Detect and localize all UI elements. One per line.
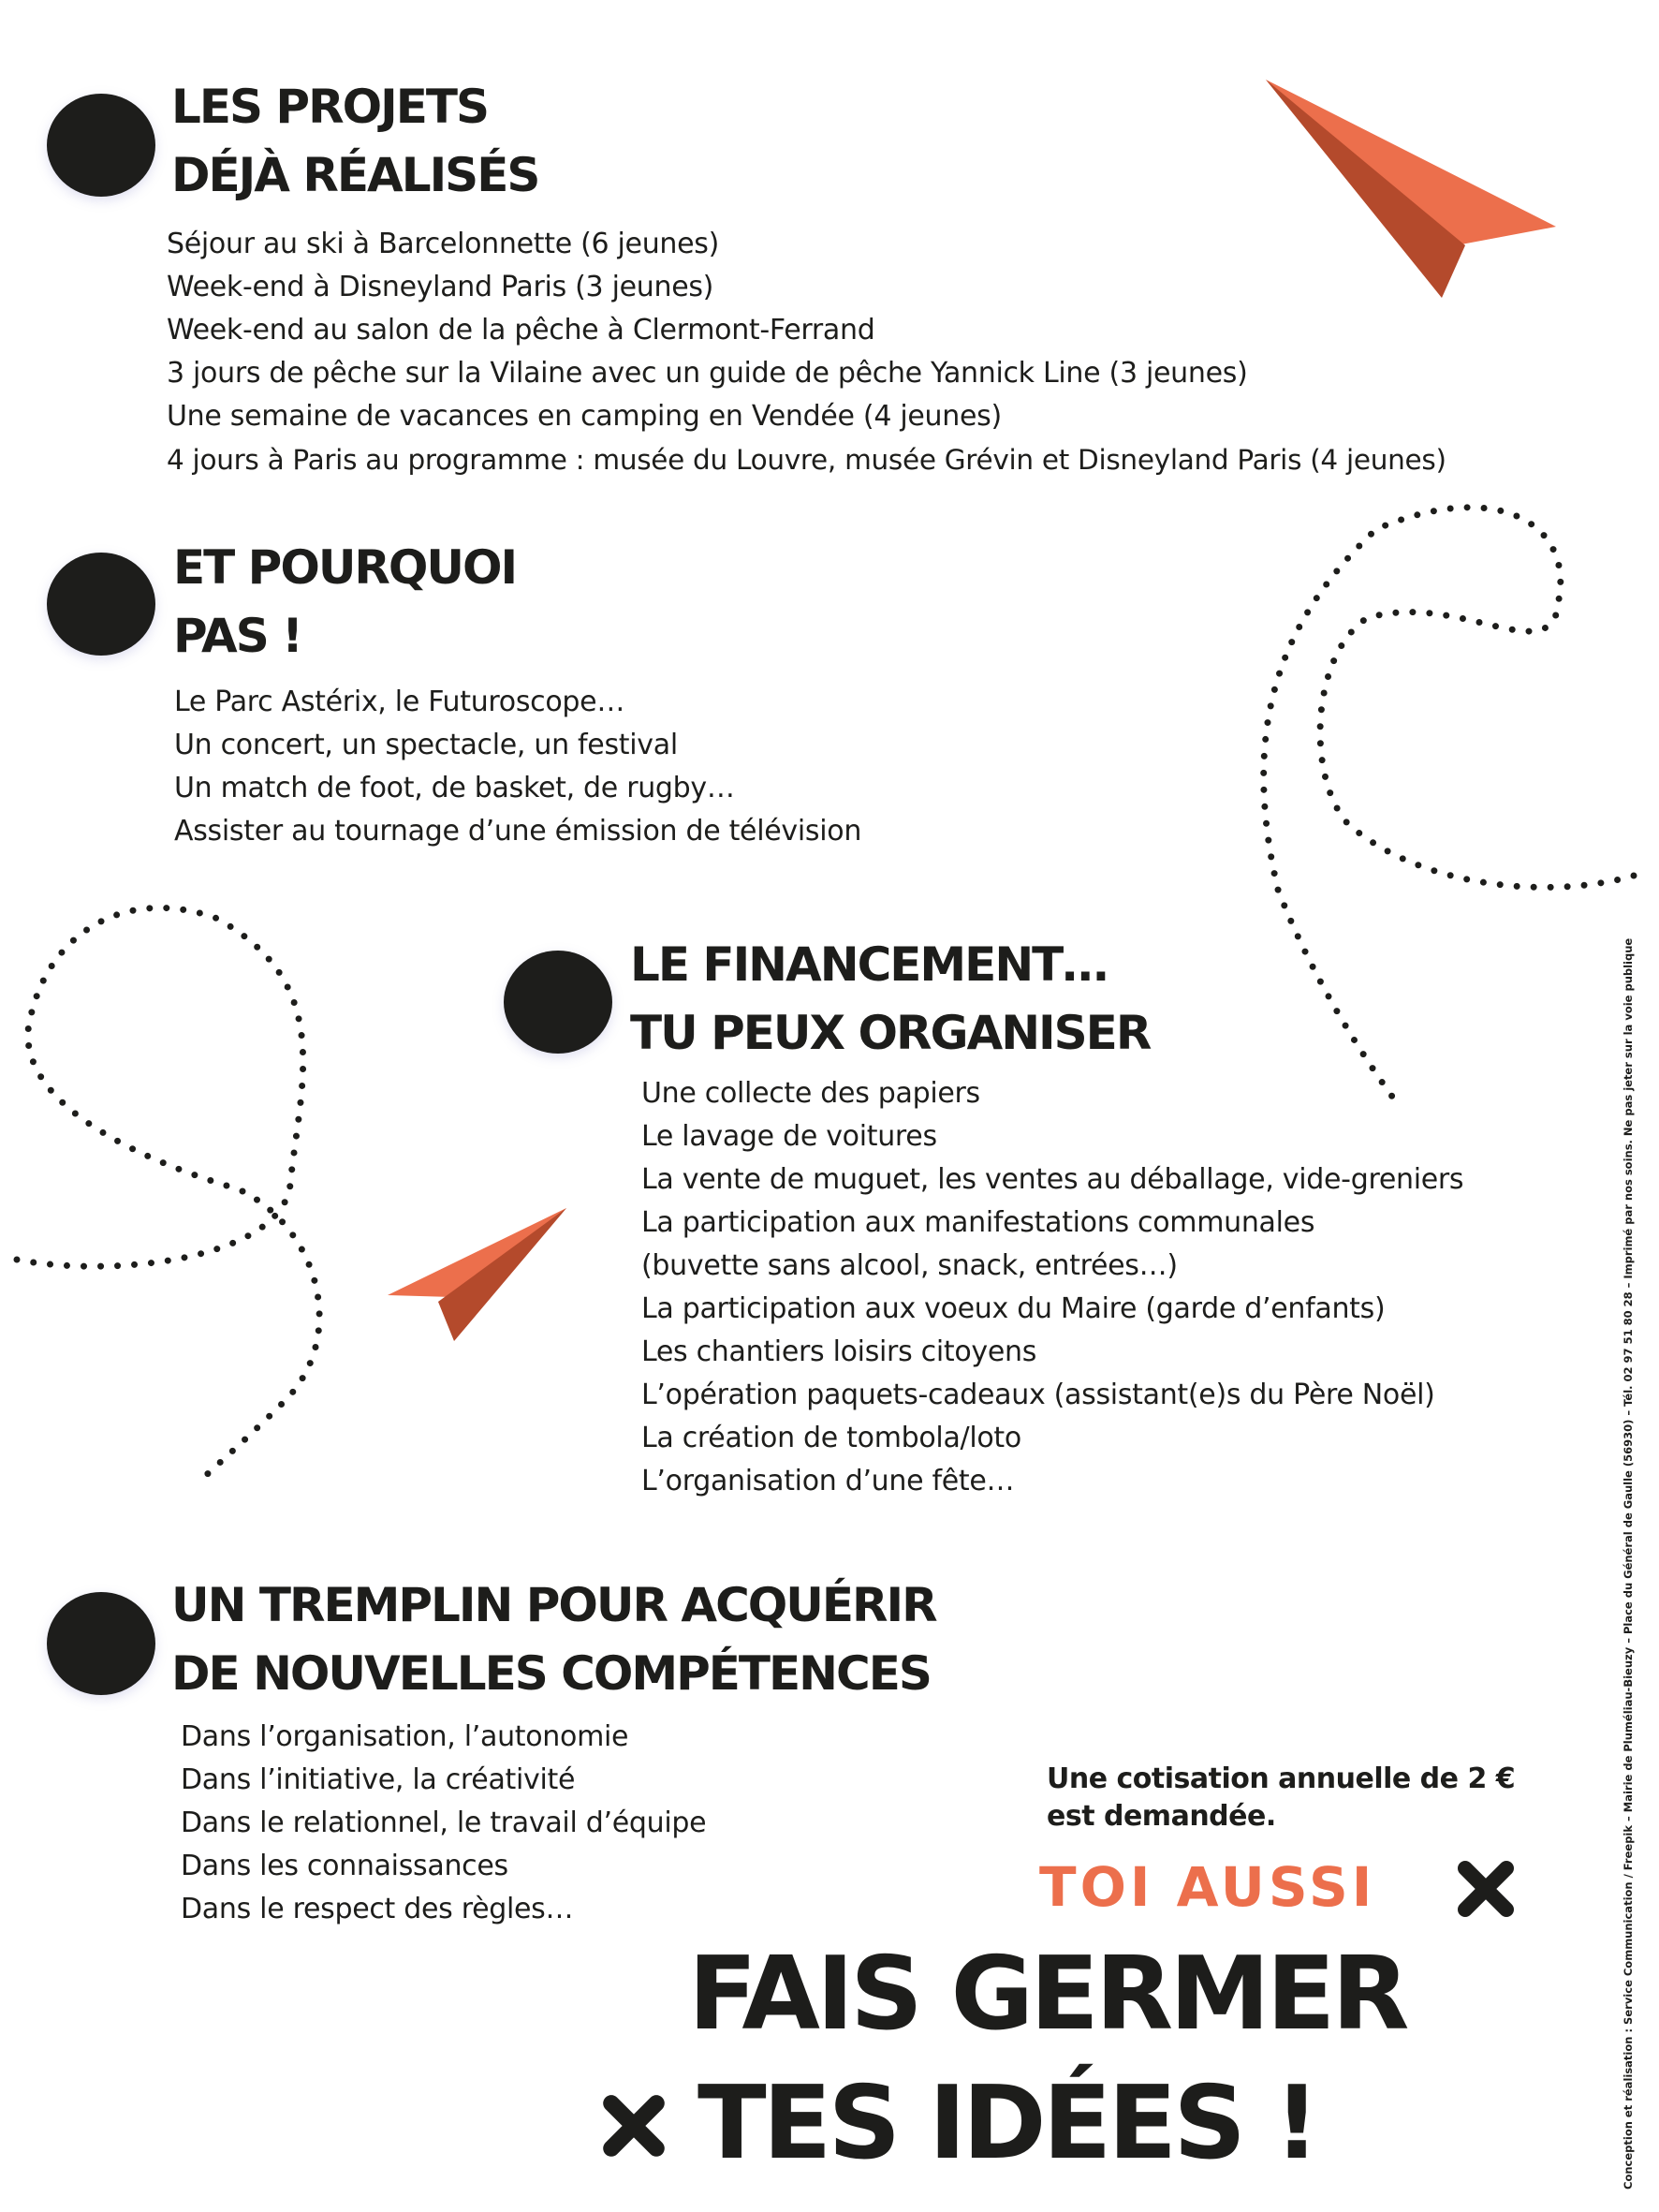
- paper-plane-icon-middle: [388, 1208, 566, 1341]
- credits-vertical: Conception et réalisation : Service Communication / Freepik – Mairie de Pluméliau-Bieuzy – Place du Général de Gaulle (56930) – Tél. 02 97 51 80 28 – Imprimé par nos soins. Ne pas jeter sur la voie publique: [1622, 937, 1635, 2190]
- list-pourquoi: [174, 681, 861, 853]
- list-item: La création de tombola/loto: [641, 1422, 1021, 1454]
- list-projets: [167, 223, 1446, 481]
- list-item: Séjour au ski à Barcelonnette (6 jeunes): [167, 228, 720, 260]
- heading-pourquoi-line1: ET POURQUOI: [173, 540, 517, 595]
- list-tremplin: [181, 1716, 706, 1931]
- list-item: Un concert, un spectacle, un festival: [174, 729, 678, 761]
- list-item: Dans les connaissances: [181, 1850, 508, 1882]
- list-item: Dans le respect des règles…: [181, 1893, 574, 1925]
- list-item: Dans le relationnel, le travail d’équipe: [181, 1806, 707, 1839]
- slogan-line1: FAIS GERMER: [688, 1936, 1406, 2053]
- list-item: Le Parc Astérix, le Futuroscope…: [174, 686, 625, 718]
- list-item: Un match de foot, de basket, de rugby…: [174, 772, 735, 804]
- cotisation-line2: est demandée.: [1047, 1800, 1276, 1833]
- heading-tremplin-line1: UN TREMPLIN POUR ACQUÉRIR: [171, 1578, 936, 1632]
- list-item: Le lavage de voitures: [641, 1120, 937, 1153]
- dotted-loop-path-top-right: [1264, 508, 1634, 1100]
- heading-financement-line1: LE FINANCEMENT…: [630, 937, 1108, 992]
- list-item: 4 jours à Paris au programme : musée du Louvre, musée Grévin et Disneyland Paris (4 jeunes): [167, 444, 1446, 476]
- heading-pourquoi-line2: PAS !: [173, 609, 301, 663]
- heading-financement: [630, 931, 1150, 1068]
- list-item: 3 jours de pêche sur la Vilaine avec un guide de pêche Yannick Line (3 jeunes): [167, 357, 1248, 390]
- list-item: Une collecte des papiers: [641, 1077, 980, 1110]
- slogan-line2: TES IDÉES !: [697, 2065, 1316, 2182]
- heading-projets-line1: LES PROJETS: [171, 80, 488, 134]
- list-item: Dans l’organisation, l’autonomie: [181, 1720, 629, 1753]
- list-item: L’organisation d’une fête…: [641, 1465, 1015, 1497]
- list-item: Week-end au salon de la pêche à Clermont-Ferrand: [167, 314, 875, 347]
- list-item: Une semaine de vacances en camping en Vendée (4 jeunes): [167, 400, 1002, 433]
- list-item: La vente de muguet, les ventes au déballage, vide-greniers: [641, 1163, 1464, 1196]
- section-bullet-financement: [504, 951, 612, 1054]
- cotisation-note: [1047, 1761, 1515, 1836]
- section-bullet-pourquoi: [47, 553, 155, 656]
- section-bullet-projets: [47, 94, 155, 197]
- heading-tremplin-line2: DE NOUVELLES COMPÉTENCES: [171, 1646, 931, 1701]
- list-item: Assister au tournage d’une émission de télévision: [174, 815, 862, 848]
- list-item: La participation aux manifestations communales: [641, 1206, 1315, 1239]
- dotted-loop-path-left: [17, 907, 319, 1484]
- heading-projets-line2: DÉJÀ RÉALISÉS: [171, 148, 539, 202]
- list-financement: [641, 1072, 1463, 1503]
- heading-projets: [171, 73, 538, 210]
- heading-tremplin: [171, 1571, 936, 1708]
- section-bullet-tremplin: [47, 1592, 155, 1695]
- list-item: (buvette sans alcool, snack, entrées…): [641, 1249, 1178, 1282]
- list-item: L’opération paquets-cadeaux (assistant(e)s du Père Noël): [641, 1379, 1435, 1411]
- list-item: La participation aux voeux du Maire (garde d’enfants): [641, 1292, 1386, 1325]
- list-item: Week-end à Disneyland Paris (3 jeunes): [167, 271, 714, 303]
- cross-icon-top: [1456, 1859, 1516, 1919]
- cross-icon-bottom: [601, 2093, 667, 2159]
- heading-financement-line2: TU PEUX ORGANISER: [630, 1006, 1151, 1060]
- list-item: Dans l’initiative, la créativité: [181, 1763, 576, 1796]
- cotisation-line1: Une cotisation annuelle de 2 €: [1047, 1762, 1516, 1795]
- list-item: Les chantiers loisirs citoyens: [641, 1335, 1037, 1368]
- slogan-toi-aussi: TOI AUSSI: [1039, 1855, 1376, 1919]
- heading-pourquoi: [173, 534, 516, 671]
